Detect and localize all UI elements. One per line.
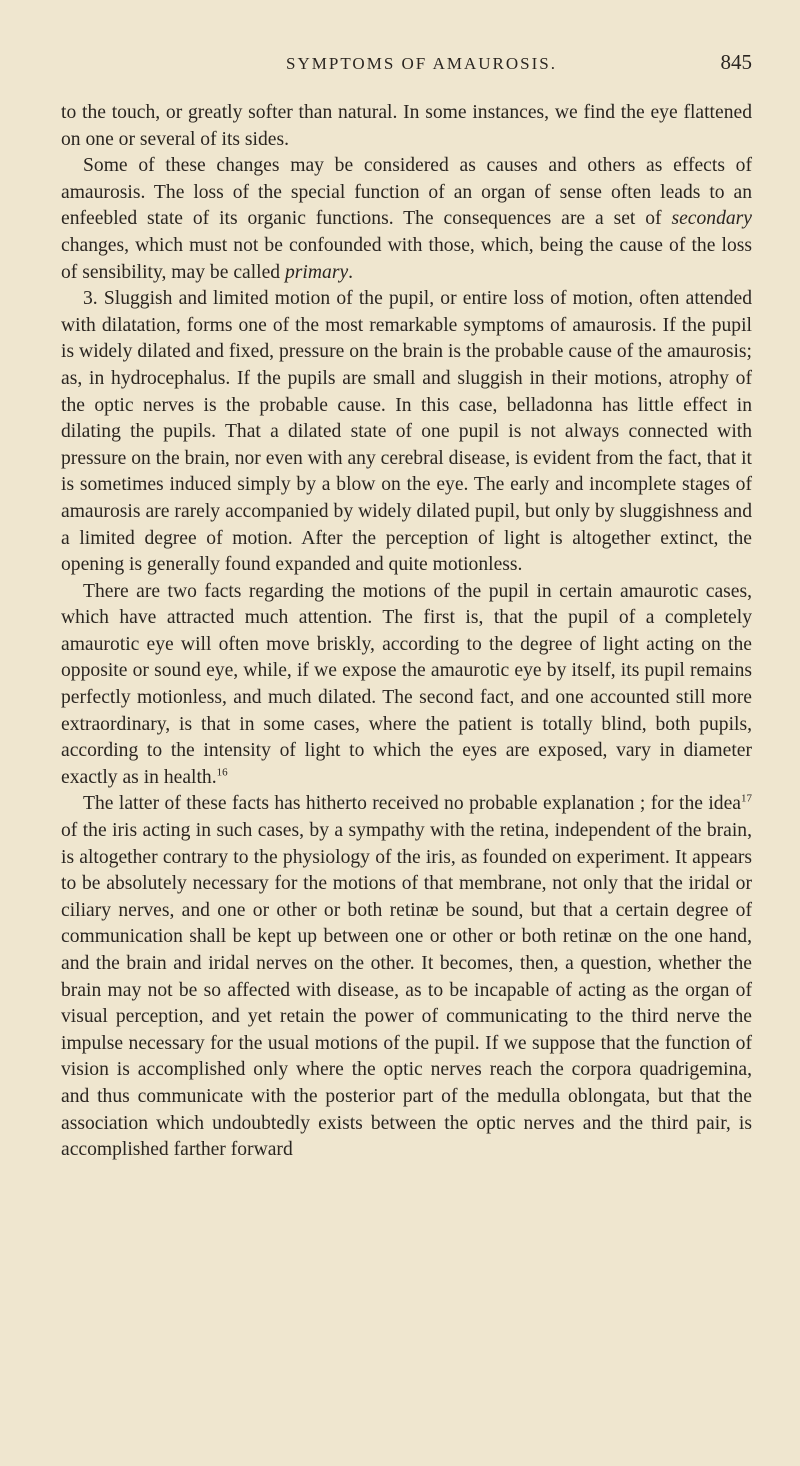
running-title: SYMPTOMS OF AMAUROSIS. [286, 54, 557, 73]
paragraph-text: . [348, 261, 354, 283]
paragraph-text: There are two facts regarding the motions of the pupil in certain amaurotic cases, which have attracted much attention. The first is, that the pupil of a completely amaurotic eye will often move briskly, according to the degree of light acting on the opposite or sound eye, while, if we expose the amaurotic eye by itself, its pupil remains perfectly motionless, and much dilated. The second fact, and one accounted still more extraordinary, is that in some cases, where the patient is totally blind, both pupils, according to the intensity of light to which the eyes are exposed, vary in diameter exactly as in health. [61, 580, 752, 788]
paragraph-pupil-motion [61, 286, 752, 579]
paragraph-explanation [61, 791, 752, 1163]
paragraph-two-facts [61, 579, 752, 792]
emphasis-secondary: secondary [671, 208, 752, 230]
emphasis-primary: primary [285, 261, 349, 283]
page-header [61, 0, 752, 100]
paragraph-text: 3. Sluggish and limited motion of the pupil, or entire loss of motion, often attended with dilatation, forms one of the most remarkable symptoms of amaurosis. If the pupil is widely dilated and fixed, pressure on the brain is the probable cause of the amaurosis; as, in hydrocephalus. If the pupils are small and sluggish in their motions, atrophy of the optic nerves is the probable cause. In this case, belladonna has little effect in dilating the pupils. That a dilated state of one pupil is not always connected with pressure on the brain, nor even with any cerebral disease, is evident from the fact, that it is sometimes induced simply by a blow on the eye. The early and incomplete stages of amaurosis are rarely accompanied by widely dilated pupil, but only by sluggishness and a limited degree of motion. After the perception of light is altogether extinct, the opening is generally found expanded and quite motionless. [61, 288, 752, 576]
paragraph-continuation [61, 100, 752, 153]
footnote-marker: 17 [741, 792, 752, 805]
paragraph-causes-effects [61, 153, 752, 286]
footnote-marker: 16 [216, 766, 228, 779]
paragraph-text: to the touch, or greatly softer than natural. In some instances, we find the eye flattened on one or several of its sides. [61, 102, 752, 150]
paragraph-text: changes, which must not be confounded with those, which, being the cause of the loss of sensibility, may be called [61, 234, 752, 283]
paragraph-text: The latter of these facts has hitherto received no probable explanation ; for the idea [83, 793, 741, 815]
page-number: 845 [720, 50, 752, 74]
paragraph-text: Some of these changes may be considered as causes and others as effects of amaurosis. The loss of the special function of an organ of sense often leads to an enfeebled state of its organic functions. The consequences are a set of [61, 155, 752, 230]
body-text [61, 100, 752, 1164]
paragraph-text: of the iris acting in such cases, by a sympathy with the retina, independent of the brain, is altogether contrary to the physiology of the iris, as founded on experiment. It appears to be absolutely necessary for the motions of that membrane, not only that the iridal or ciliary nerves, and one or other or both retinæ be sound, but that a certain degree of communication shall be kept up between one or other or both retinæ on the one hand, and the brain and iridal nerves on the other. It becomes, then, a question, whether the brain may not be so affected with disease, as to be incapable of acting as the organ of visual perception, and yet retain the power of communicating to the third nerve the impulse necessary for the usual motions of the pupil. If we suppose that the function of vision is accomplished only where the optic nerves reach the corpora quadrigemina, and thus communicate with the posterior part of the medulla oblongata, but that the association which undoubtedly exists between the optic nerves and the third pair, is accomplished farther forward [61, 820, 752, 1161]
